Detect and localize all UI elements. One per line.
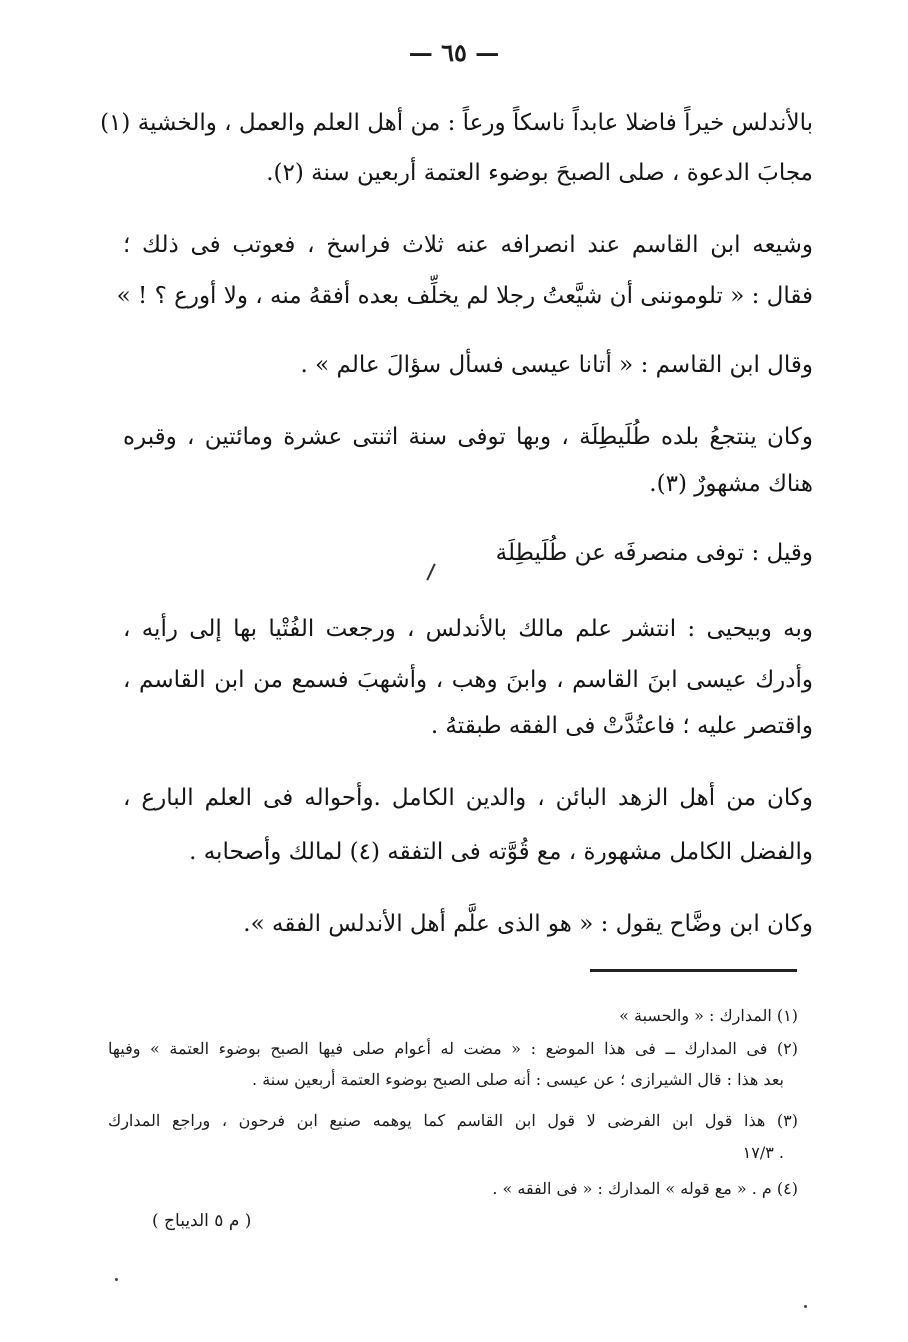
body-line: وكان من أهل الزهد البائن ، والدين الكامل .وأحواله فى العلم البارع ، [123, 785, 813, 811]
footnote-line: . ١٧/٣ [742, 1143, 784, 1162]
scan-speck [804, 1305, 807, 1308]
footnote-line: (٤) م . « مع قوله » المدارك : « فى الفقه » . [492, 1179, 798, 1198]
body-line: وكان ابن وضَّاح يقول : « هو الذى علَّم أهل الأندلس الفقه ». [243, 911, 813, 937]
body-line: وبه وبيحيى : انتشر علم مالك بالأندلس ، ورجعت الفُتْيا بها إلى رأيه ، [123, 616, 813, 642]
page-number: — ٦٥ — [408, 38, 500, 67]
footnote-line: (١) المدارك : « والحسبة » [619, 1006, 798, 1025]
body-line: هناك مشهورٌ (٣). [649, 471, 813, 497]
body-line: وقيل : توفى منصرفَه عن طُلَيطِلَة [495, 540, 813, 566]
footnote-line: (٢) فى المدارك ــ فى هذا الموضع : « مضت له أعوام صلى فيها الصبح بوضوء العتمة » وفيها [108, 1039, 798, 1058]
signature-mark: ( م ٥ الديباج ) [152, 1211, 252, 1231]
body-line: فقال : « تلوموننى أن شيَّعتُ رجلا لم يخلِّف بعده أفقهُ منه ، ولا أورع ؟ ! » [116, 283, 813, 309]
body-line: والفضل الكامل مشهورة ، مع قُوَّته فى التفقه (٤) لمالك وأصحابه . [189, 839, 813, 865]
footnote-line: بعد هذا : قال الشيرازى ؛ عن عيسى : أنه صلى الصبح بوضوء العتمة أربعين سنة . [252, 1070, 784, 1089]
body-line: بالأندلس خيراً فاضلا عابداً ناسكاً ورعاً : من أهل العلم والعمل ، والخشية (١) [100, 110, 813, 136]
body-line: وشيعه ابن القاسم عند انصرافه عنه ثلاث فراسخ ، فعوتب فى ذلك ؛ [123, 232, 813, 258]
footnote-separator [590, 969, 797, 972]
body-line: مجابَ الدعوة ، صلى الصبحَ بوضوء العتمة أربعين سنة (٢). [266, 160, 813, 186]
footnote-line: (٣) هذا قول ابن الفرضى لا قول ابن القاسم كما يوهمه صنيع ابن فرحون ، وراجع المدارك [108, 1111, 798, 1130]
scan-speck [115, 1278, 118, 1281]
body-line: واقتصر عليه ؛ فاعتُدَّتْ فى الفقه طبقتهُ . [430, 713, 813, 739]
body-line: وأدرك عيسى ابنَ القاسم ، وابنَ وهب ، وأشهبَ فسمع من ابن القاسم ، [123, 667, 813, 693]
body-line: وقال ابن القاسم : « أتانا عيسى فسأل سؤالَ عالم » . [300, 352, 813, 378]
body-line: وكان ينتجعُ بلده طُلَيطِلَة ، وبها توفى سنة اثنتى عشرة ومائتين ، وقبره [123, 424, 813, 450]
